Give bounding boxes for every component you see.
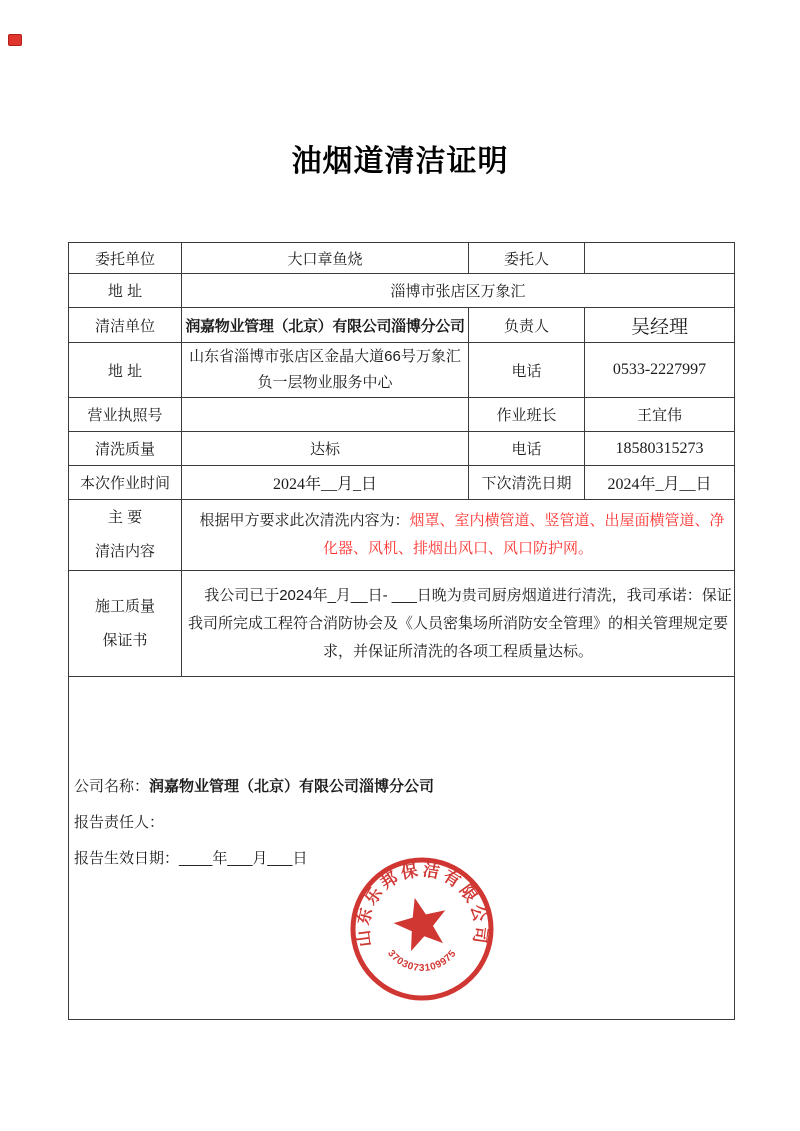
table-row xyxy=(69,500,735,571)
main-content-red-list: 烟罩、室内横管道、竖管道、出屋面横管道、净化器、风机、排烟出风口、风口防护网。 xyxy=(322,512,725,557)
main-content-label-line2: 清洁内容 xyxy=(94,543,155,560)
leader-phone-value: 18580315273 xyxy=(585,432,735,466)
quality-guarantee-label-line1: 施工质量 xyxy=(94,597,155,615)
cleaning-unit-value: 润嘉物业管理（北京）有限公司淄博分公司 xyxy=(182,308,469,343)
quality-guarantee-label-line2: 保证书 xyxy=(102,631,148,649)
table-row xyxy=(69,274,735,308)
cleaner-address-label: 地 址 xyxy=(69,343,182,398)
team-leader-value: 王宜伟 xyxy=(585,398,735,432)
client-address-value: 淄博市张店区万象汇 xyxy=(182,274,735,308)
entrusting-unit-value: 大口章鱼烧 xyxy=(182,243,469,274)
table-row xyxy=(69,571,735,677)
work-date-label: 本次作业时间 xyxy=(69,466,182,500)
table-row xyxy=(69,466,735,500)
responsible-person-value: 吴经理 xyxy=(585,308,735,343)
table-row xyxy=(69,308,735,343)
leader-phone-label: 电话 xyxy=(469,432,585,466)
report-effective-date-value: ____年___月___日 xyxy=(179,850,308,867)
report-responsible-line xyxy=(74,811,164,832)
cleaner-address-value: 山东省淄博市张店区金晶大道66号万象汇负一层物业服务中心 xyxy=(182,343,469,398)
seal-registration-number: 3703073109975 xyxy=(385,948,459,975)
phone-value: 0533-2227997 xyxy=(585,343,735,398)
quality-guarantee-text: 我公司已于2024年_月__日- ___日晚为贵司厨房烟道进行清洗，我司承诺：保证我司所完成工程符合消防协会及《人员密集场所消防安全管理》的相关管理规定要求，并保证所清洗的各项工程质量达标。 xyxy=(182,571,735,677)
quality-guarantee-label xyxy=(69,571,182,677)
seal-star-icon xyxy=(389,891,453,953)
report-effective-date-line xyxy=(74,847,307,868)
main-content-intro: 根据甲方要求此次清洗内容为： xyxy=(199,512,410,529)
svg-text:3703073109975 xyxy=(385,948,459,974)
company-seal-stamp xyxy=(347,854,497,1004)
business-license-label: 营业执照号 xyxy=(69,398,182,432)
table-row xyxy=(69,243,735,274)
main-content-label xyxy=(69,500,182,571)
next-cleaning-label: 下次清洗日期 xyxy=(469,466,585,500)
main-content-label-line1: 主 要 xyxy=(107,509,143,526)
table-row xyxy=(69,343,735,398)
report-effective-date-label: 报告生效日期： xyxy=(74,850,180,867)
work-date-value: 2024年__月_日 xyxy=(182,466,469,500)
team-leader-label: 作业班长 xyxy=(469,398,585,432)
phone-label: 电话 xyxy=(469,343,585,398)
report-responsible-label: 报告责任人： xyxy=(74,814,165,831)
company-name-value: 润嘉物业管理（北京）有限公司淄博分公司 xyxy=(149,778,435,795)
company-name-label: 公司名称： xyxy=(74,778,150,795)
main-content-text xyxy=(182,500,735,571)
cleaning-quality-value: 达标 xyxy=(182,432,469,466)
broken-image-icon xyxy=(8,34,22,46)
entrusting-person-value xyxy=(585,243,735,274)
table-row xyxy=(69,398,735,432)
seal-company-name: 山东乐邦保洁有限公司 xyxy=(354,861,490,948)
entrusting-person-label: 委托人 xyxy=(469,243,585,274)
company-name-line xyxy=(74,775,434,796)
business-license-value xyxy=(182,398,469,432)
entrusting-unit-label: 委托单位 xyxy=(69,243,182,274)
next-cleaning-value: 2024年_月__日 xyxy=(585,466,735,500)
page-title: 油烟道清洁证明 xyxy=(291,145,509,178)
cleaning-unit-label: 清洁单位 xyxy=(69,308,182,343)
cleaning-quality-label: 清洗质量 xyxy=(69,432,182,466)
client-address-label: 地 址 xyxy=(69,274,182,308)
responsible-person-label: 负责人 xyxy=(469,308,585,343)
table-row xyxy=(69,432,735,466)
